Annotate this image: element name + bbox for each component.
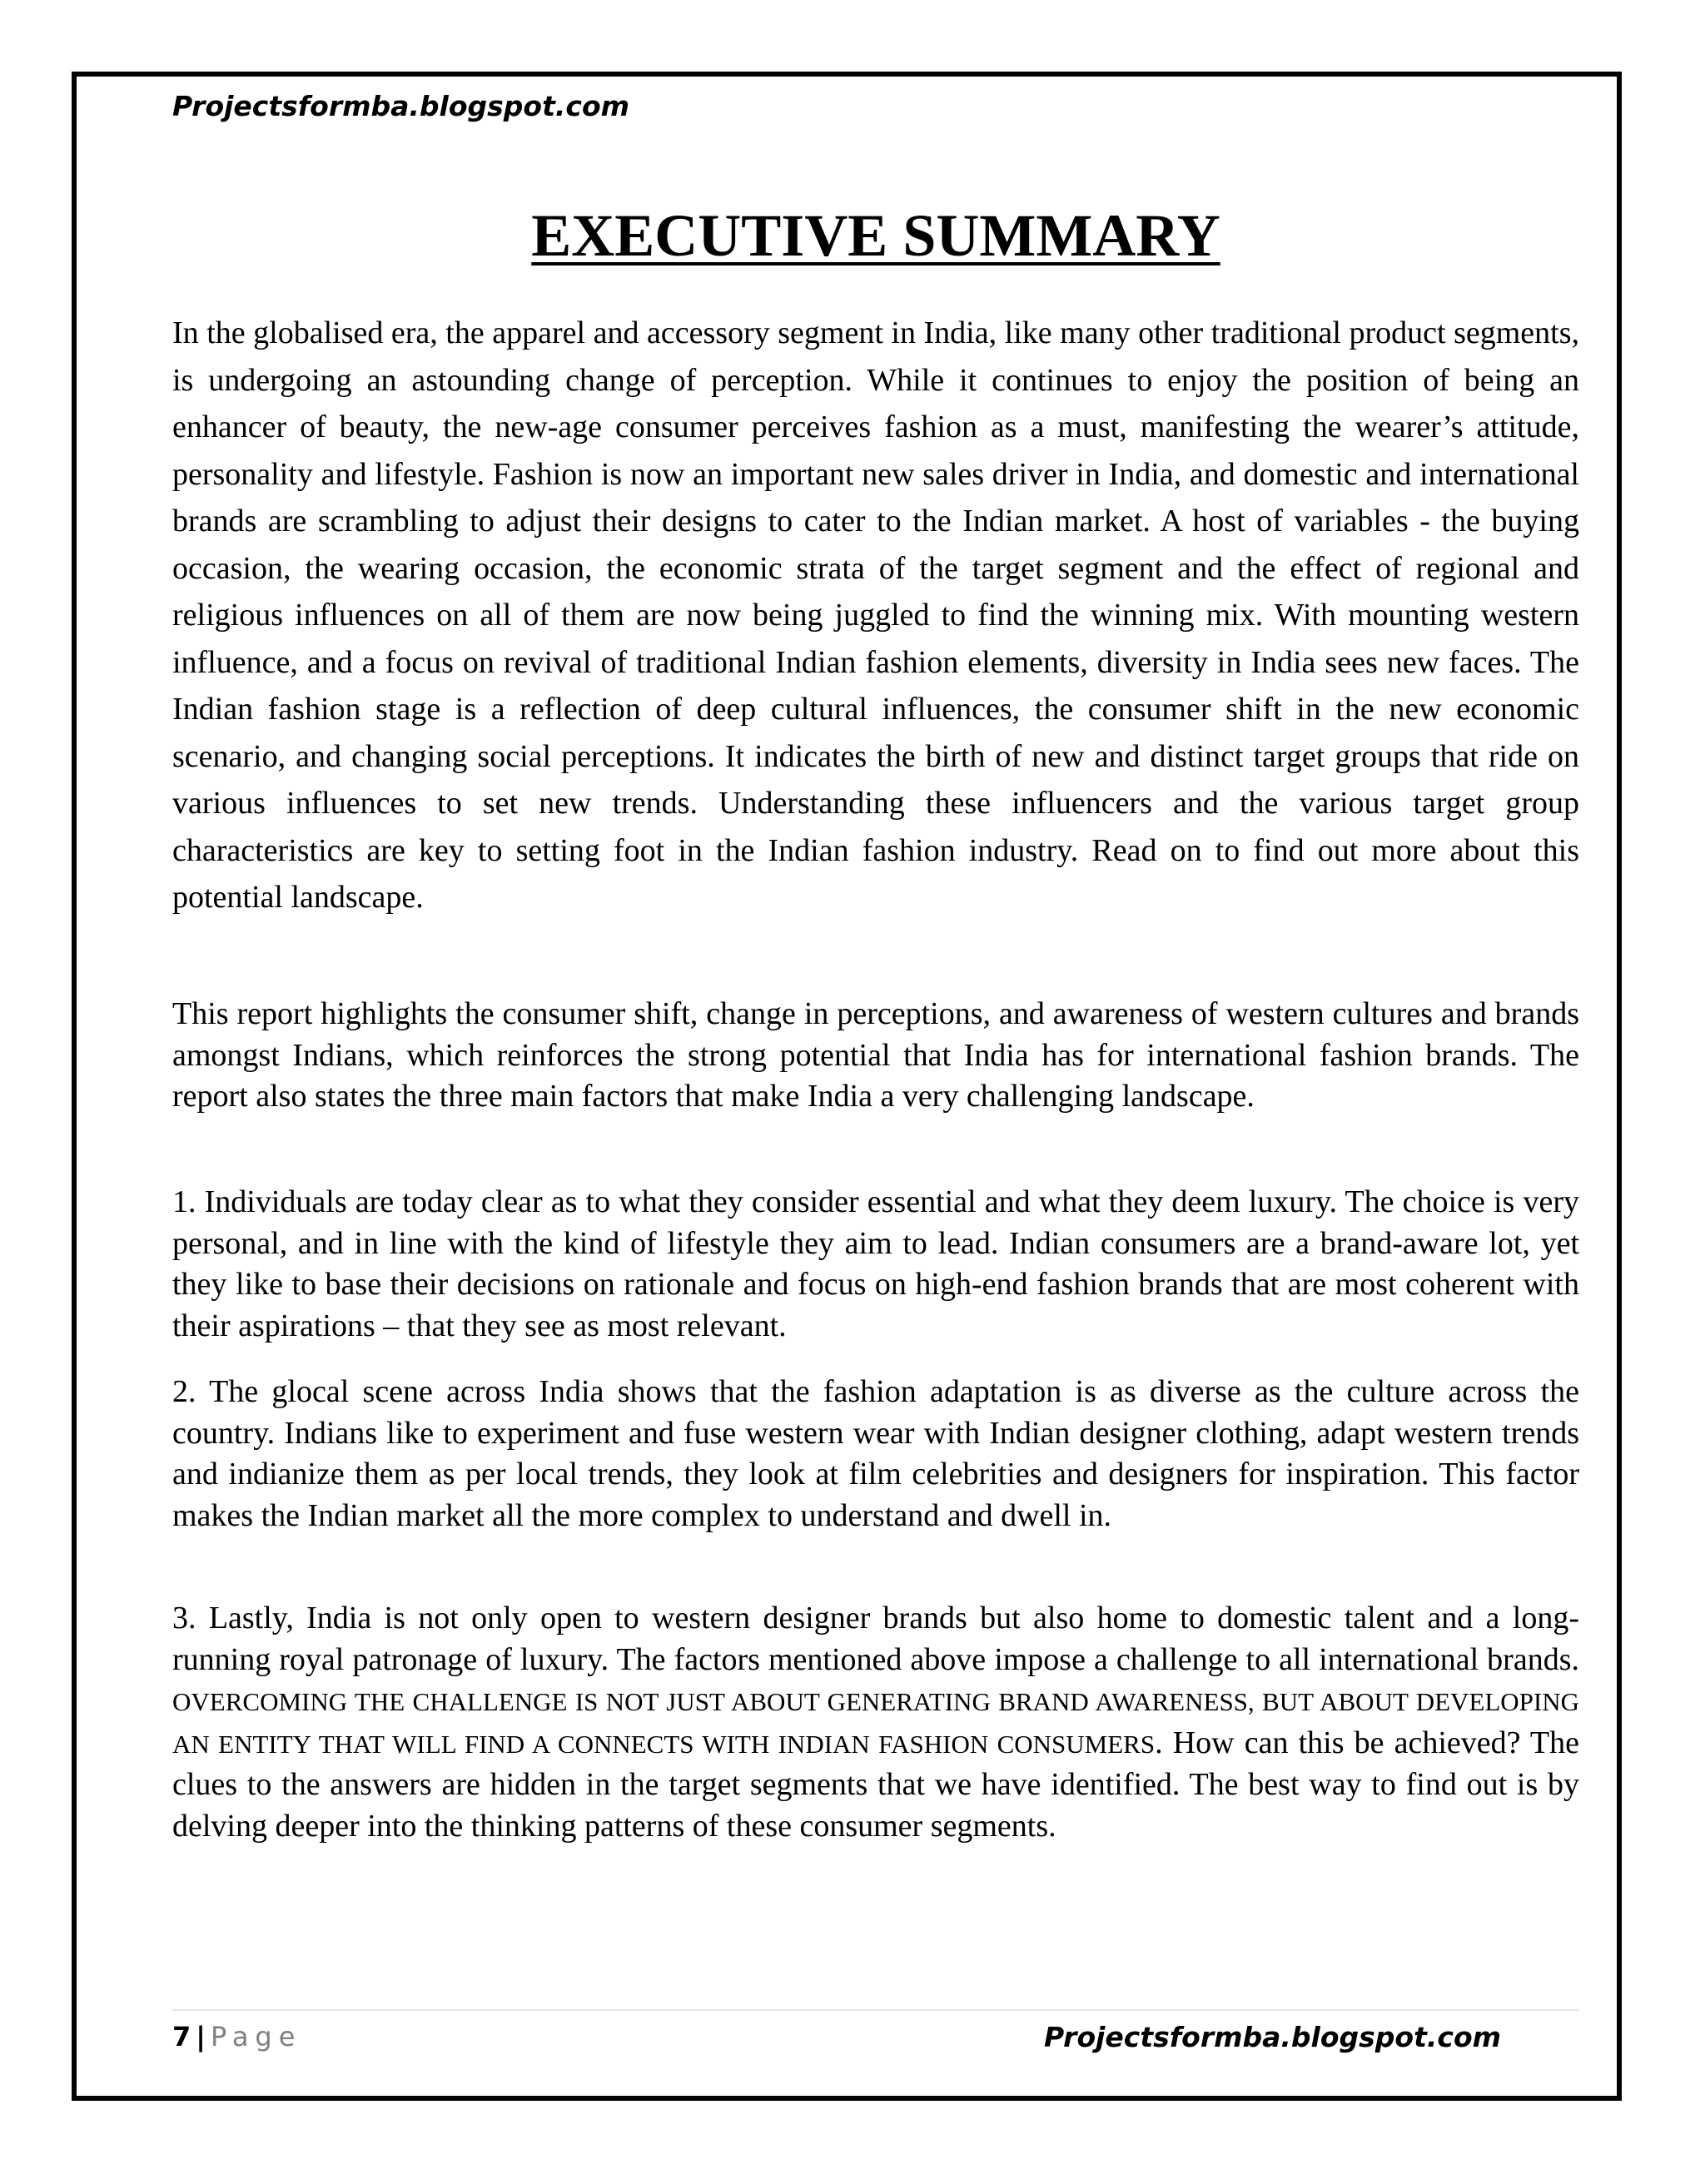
paragraph-factor-3-part-1: 3. Lastly, India is not only open to western designer brands but also home to domestic talent and a long-running royal patronage of luxury. The factors mentioned above impose a challenge to all international brands. bbox=[172, 1601, 1579, 1677]
paragraph-factor-2: 2. The glocal scene across India shows that the fashion adaptation is as diverse as the culture across the country. Indians like to experiment and fuse western wear with Indian designer clothing, adapt western trends and indianize them as per local trends, they look at film celebrities and designers for inspiration. This factor makes the Indian market all the more complex to understand and dwell in. bbox=[172, 1374, 1579, 1533]
page-title bbox=[172, 201, 1579, 271]
page-separator: | bbox=[196, 2021, 206, 2052]
paragraph-report-highlights: This report highlights the consumer shift, change in perceptions, and awareness of western cultures and brands amongst Indians, which reinforces the strong potential that India has for international fashion brands. The report also states the three main factors that make India a very challenging landscape. bbox=[172, 996, 1579, 1114]
page-title-text: EXECUTIVE SUMMARY bbox=[531, 202, 1220, 269]
paragraph-factor-3-part-2: . How can this be achieved? The clues to the answers are hidden in the target segments that we have identified. The best way to find out is by delving deeper into the thinking patterns of these consumer segments. bbox=[172, 1725, 1580, 1844]
paragraph-intro: In the globalised era, the apparel and accessory segment in India, like many other traditional product segments, is undergoing an astounding change of perception. While it continues to enjoy the position of being an enhancer of beauty, the new-age consumer perceives fashion as a must, manifesting the wearer’s attitude, personality and lifestyle. Fashion is now an important new sales driver in India, and domestic and international brands are scrambling to adjust their designs to cater to the Indian market. A host of variables - the buying occasion, the wearing occasion, the economic strata of the target segment and the effect of regional and religious influences on all of them are now being juggled to find the winning mix. With mounting western influence, and a focus on revival of traditional Indian fashion elements, diversity in India sees new faces. The Indian fashion stage is a reflection of deep cultural influences, the consumer shift in the new economic scenario, and changing social perceptions. It indicates the birth of new and distinct target groups that ride on various influences to set new trends. Understanding these influencers and the various target group characteristics are key to setting foot in the Indian fashion industry. Read on to find out more about this potential landscape. bbox=[172, 315, 1579, 915]
paragraph-factor-3 bbox=[172, 1598, 1579, 1847]
paragraph-factor-3-smallcaps: OVERCOMING THE CHALLENGE IS NOT JUST ABOUT GENERATING BRAND AWARENESS, BUT ABOUT DEVELOPING AN ENTITY THAT WILL FIND A CONNECTS WITH INDIAN FASHION CONSUMERS bbox=[172, 1687, 1579, 1759]
paragraph-factor-1: 1. Individuals are today clear as to what they consider essential and what they deem luxury. The choice is very personal, and in line with the kind of lifestyle they aim to lead. Indian consumers are a brand-aware lot, yet they like to base their decisions on rationale and focus on high-end fashion brands that are most coherent with their aspirations – that they see as most relevant. bbox=[172, 1184, 1579, 1343]
footer-site-name: Projectsformba.blogspot.com bbox=[1044, 2021, 1501, 2053]
page-label: Page bbox=[210, 2021, 302, 2052]
page-number: 7 bbox=[172, 2021, 191, 2052]
footer-page-indicator bbox=[172, 2021, 301, 2052]
footer-divider bbox=[172, 2009, 1579, 2011]
header-site-name: Projectsformba.blogspot.com bbox=[172, 90, 629, 122]
